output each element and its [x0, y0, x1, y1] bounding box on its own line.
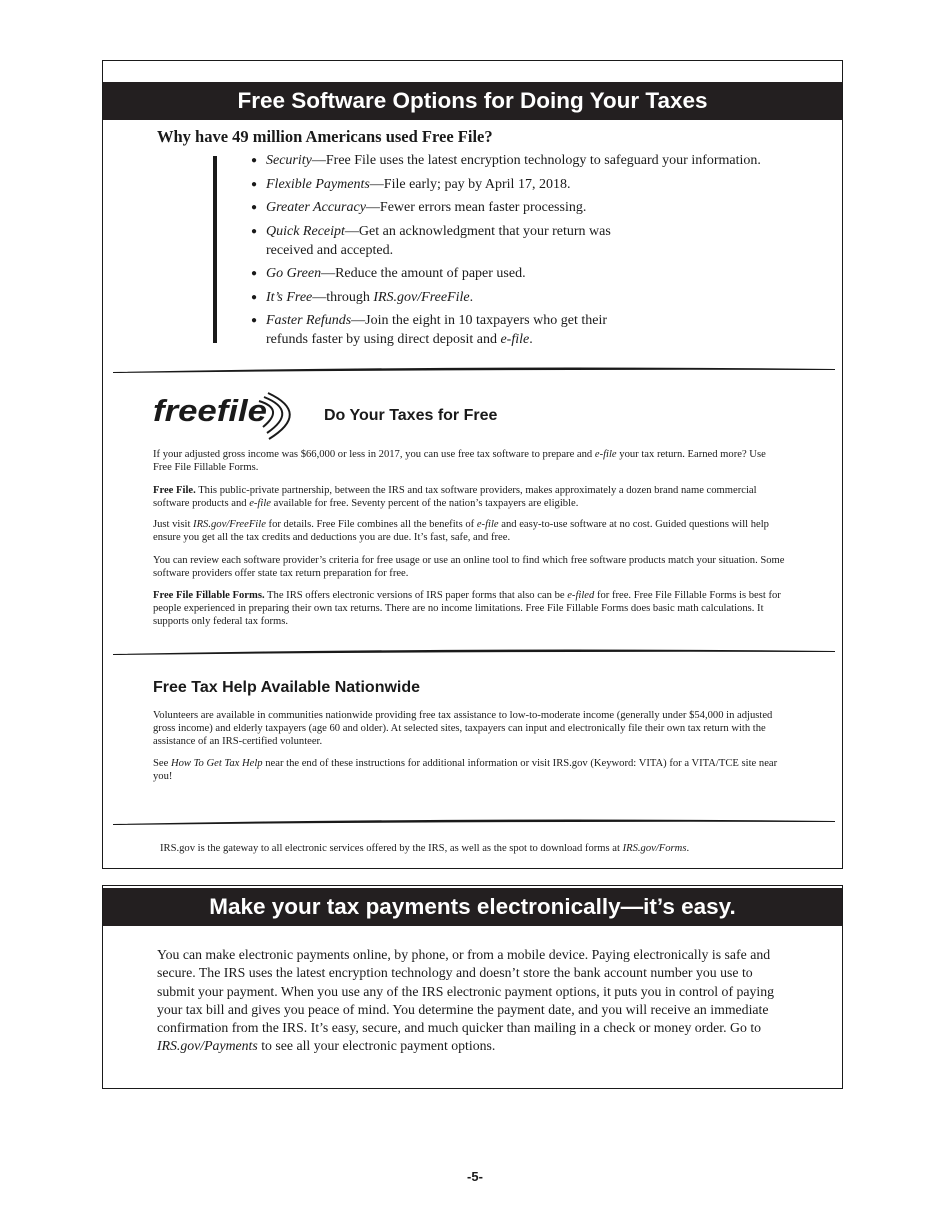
swoosh-divider — [113, 648, 835, 656]
payments-box — [102, 885, 843, 1089]
benefit-item: ● Go Green—Reduce the amount of paper used. — [251, 264, 761, 283]
benefit-item: ● Quick Receipt—Get an acknowledgment that your return was received and accepted. — [251, 222, 646, 260]
freefile-paragraph: If your adjusted gross income was $66,000 or less in 2017, you can use free tax software to prepare and e-file your tax return. Earned more? Use Free File Fillable Forms. — [153, 449, 766, 473]
swoosh-divider — [113, 366, 835, 374]
freefile-paragraph: Free File. This public-private partnership, between the IRS and tax software providers, makes approximately a dozen brand name commercial software products and e-file available for free. Seventy percent of the nation’s taxpayers are eligible. — [153, 485, 757, 509]
free-software-banner: Free Software Options for Doing Your Taxes — [103, 82, 842, 120]
benefits-list — [251, 151, 761, 354]
benefit-item: ● It’s Free—through IRS.gov/FreeFile. — [251, 288, 761, 307]
irs-gateway-note: IRS.gov is the gateway to all electronic services offered by the IRS, as well as the spot to download forms at IRS.gov/Forms. — [160, 843, 690, 854]
benefit-item: ● Greater Accuracy—Fewer errors mean faster processing. — [251, 198, 761, 217]
tax-help-paragraph: See How To Get Tax Help near the end of these instructions for additional information or visit IRS.gov (Keyword: VITA) for a VITA/TCE site near you! — [153, 758, 778, 782]
tax-help-paragraph: Volunteers are available in communities nationwide providing free tax assistance to low-to-moderate income (generally under $54,000 in adjusted gross income) and elderly taxpayers (age 60 and older). At selected sites, taxpayers can input and electronically file their own tax return with the assistance of an IRS-certified volunteer. — [153, 710, 773, 747]
freefile-paragraph: Just visit IRS.gov/FreeFile for details. Free File combines all the benefits of e-file and easy-to-use software at no cost. Guided questions will help ensure you get all the tax credits and deductions you are due. It’s fast, safe, and free. — [153, 519, 769, 543]
free-file-subhead: Why have 49 million Americans used Free File? — [157, 127, 493, 146]
page-number: -5- — [467, 1169, 483, 1184]
free-software-box — [102, 60, 843, 869]
benefit-item: ● Security—Free File uses the latest encryption technology to safeguard your information. — [251, 151, 761, 170]
swoosh-divider — [113, 818, 835, 826]
vertical-rule — [213, 156, 217, 343]
freefile-title: Do Your Taxes for Free — [324, 407, 498, 424]
benefit-item: ● Flexible Payments—File early; pay by April 17, 2018. — [251, 175, 761, 194]
freefile-paragraph: Free File Fillable Forms. The IRS offers electronic versions of IRS paper forms that also can be e-filed for free. Free File Fillable Forms is best for people experienced in preparing their own tax returns. There are no income limitations. Free File Fillable Forms does basic math calculations. It supports only federal tax forms. — [153, 590, 781, 627]
freefile-paragraph: You can review each software provider’s criteria for free usage or use an online tool to find which free software products match your situation. Some software providers offer state tax return preparation for free. — [153, 555, 785, 579]
benefit-item: ● Faster Refunds—Join the eight in 10 taxpayers who get their refunds faster by using direct deposit and e-file. — [251, 311, 626, 349]
payments-banner: Make your tax payments electronically—it’s easy. — [103, 888, 842, 926]
payments-paragraph: You can make electronic payments online, by phone, or from a mobile device. Paying electronically is safe and secure. The IRS uses the latest encryption technology and doesn’t store the bank account number you use to submit your payment. When you use any of the IRS electronic payment options, it puts you in control of paying your tax bill and gives you peace of mind. You determine the payment date, and you will receive an immediate confirmation from the IRS. It’s easy, secure, and much quicker than mailing in a check or money order. Go to IRS.gov/Payments to see all your electronic payment options. — [157, 947, 775, 1054]
freefile-logo — [151, 391, 311, 441]
freefile-link[interactable]: IRS.gov/FreeFile — [373, 289, 470, 305]
payments-link[interactable]: IRS.gov/Payments — [157, 1038, 258, 1054]
freefile-link[interactable]: IRS.gov/FreeFile — [193, 519, 266, 530]
freefile-logo-text: freefile — [153, 393, 267, 428]
irs-forms-link[interactable]: IRS.gov/Forms — [622, 843, 687, 854]
tax-help-title: Free Tax Help Available Nationwide — [153, 679, 421, 696]
